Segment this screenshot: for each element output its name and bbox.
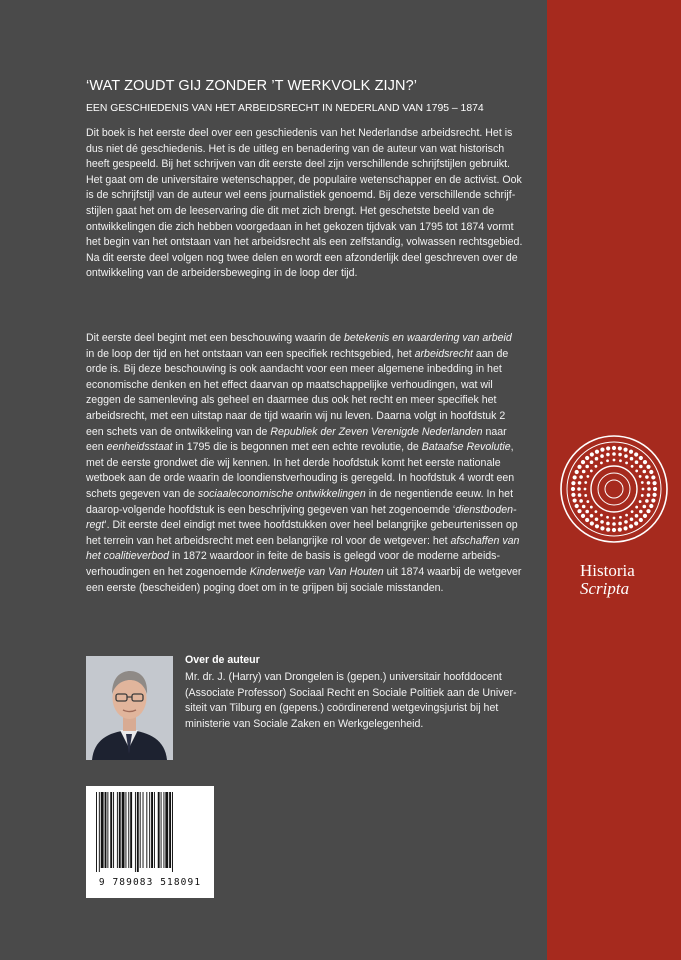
historia-scripta-logo-icon (557, 432, 671, 546)
blurb-line: arbeidsrecht, met een uitstap naar de tijd waarin wij nu leven. Daarna volgt in hoofdstuk 2 (86, 409, 506, 422)
blurb-line: schets gegeven van de sociaaleconomische ontwikkelingen in de negentiende eeuw. In het (86, 487, 514, 500)
blurb-line: Na dit eerste deel volgen nog twee delen en wordt een afzonderlijk deel geschreven over de (86, 251, 518, 264)
blurb-line: is de schrijfstijl van de auteur wel eens journalistiek genoemd. Bij deze verschillende schrijf- (86, 189, 516, 202)
blurb-line: Dit eerste deel begint met een beschouwing waarin de betekenis en waardering van arbeid (86, 332, 512, 344)
blurb-line: dus niet dé geschiedenis. Het is de uitleg en benadering van de auteur van wat historisch (86, 142, 505, 155)
blurb-line: wetboek aan de orde waarin de loondienstverhouding is geregeld. In hoofdstuk 4 wordt een (86, 472, 515, 485)
blurb-line: zeggen de samenleving als geheel en daarmee dus ook het recht en meer specifiek het (86, 394, 497, 407)
blurb-line: met de eerste grondwet die wij kennen. In het derde hoofdstuk komt het eerste nationale (86, 456, 501, 469)
bio-line: siteit van Tilburg en (gepens.) coördinerend wetgevingsjurist bij het (185, 702, 499, 715)
blurb-line: het begin van het ontstaan van het arbeidsrecht als een zelfstandig, volwassen rechtsgebied. (86, 236, 523, 249)
blurb-line: een eenheidsstaat in 1795 die is begonnen met een echte revolutie, de Bataafse Revolutie, (86, 441, 514, 454)
blurb-line: economische denken en het effect daarvan op maatschappelijke verhoudingen, wat wil (86, 378, 493, 391)
blurb-line: daarop-volgende hoofdstuk is een beschrijving gegeven van het zogenoemde ‘dienstboden- (86, 503, 517, 516)
publisher-name-line2: Scripta (580, 579, 630, 598)
author-photo (86, 656, 173, 760)
blurb-line: ontwikkeling van de arbeidersbeweging in de loop der tijd. (86, 267, 358, 280)
blurb-line: een eerste (bescheiden) poging doet om in te grijpen bij sociale misstanden. (86, 581, 444, 594)
blurb-line: ontwikkelingen die zich hebben voorgedaan in het gekozen tijdvak van 1795 tot 1874 vormt (86, 220, 514, 233)
bio-line: (Associate Professor) Sociaal Recht en Sociale Politiek aan de Univer- (185, 686, 517, 699)
blurb-line: heeft gespeeld. Bij het schrijven van dit eerste deel zijn verschillende schrijfstijlen gebruikt. (86, 158, 510, 171)
isbn-number: 9 789083 518091 (98, 877, 202, 888)
blurb-line: Het gaat om de universitaire wetenschapper, de populaire wetenschapper en de activist. Ook (86, 173, 522, 186)
bio-line: ministerie van Sociale Zaken en Werkgelegenheid. (185, 717, 424, 730)
publisher-name-line1: Historia (580, 561, 635, 580)
blurb-line: orde is. Bij deze beschouwing is ook aandacht voor een meer algemene inbedding in het (86, 363, 502, 376)
blurb-line: in de loop der tijd en het ontstaan van een specifiek rechtsgebied, het arbeidsrecht aan de (86, 347, 509, 360)
isbn-barcode (86, 786, 214, 898)
barcode-bars-icon (92, 792, 208, 876)
blurb-paragraph-2 (86, 331, 530, 596)
author-bio (185, 670, 535, 732)
blurb-line: verhoudingen en het zogenoemde Kinderwetje van Van Houten uit 1874 waarbij de wetgever (86, 565, 522, 578)
author-heading: Over de auteur (185, 654, 260, 666)
blurb-line: Dit boek is het eerste deel over een geschiedenis van het Nederlandse arbeidsrecht. Het is (86, 127, 513, 139)
blurb-line: een schets van de ontwikkeling van de Republiek der Zeven Verenigde Nederlanden naar (86, 425, 507, 438)
bio-line: Mr. dr. J. (Harry) van Drongelen is (gepen.) universitair hoofddocent (185, 671, 502, 683)
book-subtitle: EEN GESCHIEDENIS VAN HET ARBEIDSRECHT IN NEDERLAND VAN 1795 – 1874 (86, 103, 484, 114)
author-portrait-icon (86, 656, 173, 760)
blurb-line: het terrein van het arbeidsrecht met een belangrijke rol voor de wetgever: het afschaffen van (86, 534, 520, 547)
book-title: ‘WAT ZOUDT GIJ ZONDER ’T WERKVOLK ZIJN?’ (86, 78, 418, 94)
blurb-paragraph-1 (86, 126, 530, 282)
blurb-line: regt’. Dit eerste deel eindigt met twee hoofdstukken over heel belangrijke gebeurtenissen op (86, 519, 518, 532)
blurb-line: het coalitieverbod in 1872 waardoor in feite de basis is gelegd voor de moderne arbeids- (86, 550, 501, 563)
blurb-line: stijlen gaat het om de leeservaring die dit met zich brengt. Het geschetste beeld van de (86, 204, 495, 217)
